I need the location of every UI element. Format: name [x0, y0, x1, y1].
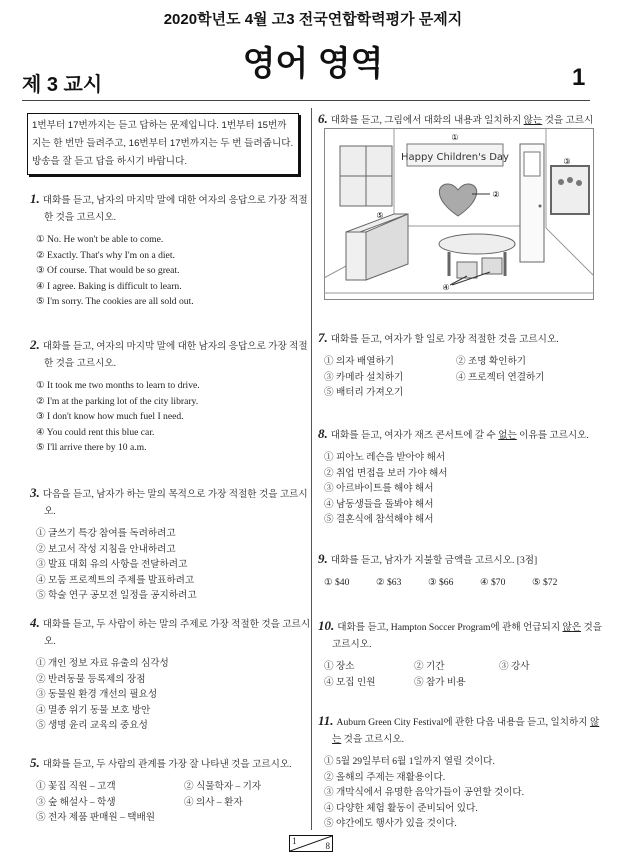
- option: ③ 개막식에서 유명한 음악가들이 공연할 것이다.: [324, 787, 525, 798]
- question-2: [30, 336, 312, 456]
- subject-title: 영어 영역: [242, 45, 384, 83]
- question-stem: 것을 고르시오.: [332, 622, 602, 650]
- page-indicator: [289, 835, 333, 852]
- question-stem: 대화를 듣고, 여자가 재즈 콘서트에 갈 수: [330, 430, 499, 441]
- exam-period: 제 3 교시: [22, 74, 103, 96]
- question-stem: 대화를 듣고, 두 사람이 하는 말의 주제로 가장 적절한 것을 고르시오.: [42, 619, 311, 647]
- question-stem: 대화를 듣고, 두 사람의 관계를 가장 잘 나타낸 것을 고르시오.: [42, 759, 292, 770]
- option: ② 반려동물 등록제의 장점: [36, 673, 146, 685]
- page-number: 1: [572, 64, 586, 91]
- option: ④ $70: [480, 577, 506, 588]
- banner: [401, 144, 509, 166]
- option: ④ You could rent this blue car.: [36, 426, 155, 438]
- question-number: 1.: [30, 191, 40, 206]
- option: ② 조명 확인하기: [456, 356, 526, 367]
- option: ④ 모집 인원: [324, 676, 376, 688]
- question-number: 10.: [318, 618, 335, 633]
- question-number: 3.: [30, 485, 40, 500]
- question-number: 8.: [318, 426, 328, 441]
- question-stem: 대화를 듣고, 남자의 마지막 말에 대한 여자의 응답으로 가장 적절한 것을 고르시오.: [42, 195, 308, 223]
- door-icon: [520, 144, 544, 262]
- banner-text: Happy Children's Day: [401, 152, 509, 163]
- question-number: 6.: [318, 111, 328, 126]
- option: ① It took me two months to learn to drive.: [36, 380, 200, 391]
- option: ② 취업 면접을 보러 가야 해서: [324, 467, 448, 479]
- label-5: ⑤: [376, 211, 384, 220]
- question-8: [318, 425, 603, 528]
- question-number: 11.: [318, 713, 334, 728]
- room-illustration: [324, 128, 594, 300]
- option: ⑤ $72: [532, 577, 558, 588]
- option: ⑤ I'm sorry. The cookies are all sold out.: [36, 296, 194, 307]
- question-stem: 대화를 듣고, 여자의 마지막 말에 대한 남자의 응답으로 가장 적절한 것을 고르시오.: [42, 341, 308, 369]
- window-icon: [340, 146, 392, 206]
- question-9: [318, 550, 603, 591]
- question-1: [30, 190, 312, 310]
- option: ② 올해의 주제는 재활용이다.: [324, 771, 446, 783]
- question-10: [318, 617, 603, 690]
- instructions-box: 1번부터 17번까지는 듣고 답하는 문제입니다. 1번부터 15번까지는 한 번만 들려주고, 16번부터 17번까지는 두 번 들려줍니다. 방송을 잘 듣고 답을 하시기 바랍니다.: [27, 113, 299, 175]
- question-stem: Auburn Green City Festival에 관한 다음 내용을 듣고, 일치하지: [336, 717, 590, 728]
- current-page: 1: [292, 836, 297, 846]
- children-picture: [551, 166, 589, 214]
- question-stem: 대화를 듣고, 남자가 지불할 금액을 고르시오. [3점]: [330, 555, 538, 566]
- question-number: 4.: [30, 615, 40, 630]
- option: ③ $66: [428, 577, 454, 588]
- option: ⑤ 전자 제품 판매원 – 택배원: [36, 812, 156, 823]
- option: ⑤ 참가 비용: [414, 676, 466, 688]
- emphasis-underline: 없는: [498, 430, 517, 441]
- option: ④ I agree. Baking is difficult to learn.: [36, 280, 182, 292]
- question-number: 2.: [30, 337, 40, 352]
- option: ③ 동물원 환경 개선의 필요성: [36, 689, 158, 700]
- option: ② 기간: [414, 661, 445, 672]
- question-stem: 대화를 듣고, 여자가 할 일로 가장 적절한 것을 고르시오.: [330, 334, 559, 345]
- question-4: [30, 614, 312, 734]
- option: ① 꽃집 직원 – 고객: [36, 781, 116, 792]
- option: ④ 모둠 프로젝트의 주제를 발표하려고: [36, 574, 195, 586]
- option: ⑤ 생명 윤리 교육의 중요성: [36, 720, 148, 731]
- option: ⑤ 학술 연구 공모전 일정을 공지하려고: [36, 590, 197, 601]
- option: ⑤ 결혼식에 참석해야 해서: [324, 514, 434, 525]
- option: ③ 숲 해설사 – 학생: [36, 796, 116, 808]
- label-4: ④: [442, 283, 450, 292]
- option: ③ 아르바이트를 해야 해서: [324, 483, 434, 494]
- option: ① $40: [324, 577, 350, 588]
- option: ① 의자 배열하기: [324, 356, 394, 367]
- option: ③ 강사: [499, 661, 530, 672]
- option: ④ 다양한 체험 활동이 준비되어 있다.: [324, 802, 478, 814]
- question-number: 5.: [30, 755, 40, 770]
- option: ④ 남동생들을 돌봐야 해서: [324, 498, 434, 510]
- option: ⑤ I'll arrive there by 10 a.m.: [36, 442, 147, 453]
- option: ③ 카메라 설치하기: [324, 371, 404, 383]
- label-2: ②: [492, 190, 500, 199]
- question-3: [30, 484, 312, 604]
- option: ① 피아노 레슨을 받아야 해서: [324, 452, 446, 463]
- option: ① 장소: [324, 661, 355, 672]
- option: ② I'm at the parking lot of the city library.: [36, 395, 199, 407]
- question-number: 9.: [318, 551, 328, 566]
- option: ① 5월 29일부터 6월 1일까지 열릴 것이다.: [324, 756, 495, 767]
- option: ④ 의사 – 환자: [184, 796, 243, 808]
- question-stem: 이유를 고르시오.: [516, 430, 589, 441]
- question-5: [30, 754, 312, 826]
- option: ① 글쓰기 특강 참여를 독려하려고: [36, 528, 176, 539]
- question-stem: 다음을 듣고, 남자가 하는 말의 목적으로 가장 적절한 것을 고르시오.: [42, 489, 308, 517]
- option: ④ 멸종 위기 동물 보호 방안: [36, 704, 151, 716]
- option: ② $63: [376, 577, 402, 588]
- emphasis-underline: 않은: [562, 622, 582, 633]
- label-1: ①: [451, 133, 459, 142]
- option: ① No. He won't be able to come.: [36, 234, 164, 245]
- option: ② Exactly. That's why I'm on a diet.: [36, 249, 175, 261]
- total-pages: 8: [325, 841, 330, 851]
- exam-header: 2020학년도 4월 고3 전국연합학력평가 문제지: [163, 11, 463, 28]
- option: ⑤ 야간에도 행사가 있을 것이다.: [324, 818, 457, 829]
- emphasis-underline: 않는: [332, 717, 600, 745]
- option: ② 보고서 작성 지침을 안내하려고: [36, 543, 176, 555]
- question-stem: 대화를 듣고, 그림에서 대화의 내용과 일치하지: [330, 115, 524, 126]
- question-stem: 것을 고르시오.: [341, 734, 405, 745]
- option: ① 개인 정보 자료 유출의 심각성: [36, 658, 169, 669]
- label-3: ③: [563, 157, 571, 166]
- question-7: [318, 329, 603, 401]
- option: ④ 프로젝터 연결하기: [456, 371, 545, 383]
- option: ③ 발표 대회 유의 사항을 전달하려고: [36, 559, 188, 570]
- question-number: 7.: [318, 330, 328, 345]
- question-stem: 것을 고르시: [544, 115, 594, 126]
- option: ③ I don't know how much fuel I need.: [36, 411, 184, 422]
- option: ⑤ 배터리 가져오기: [324, 387, 404, 398]
- question-11: [318, 712, 603, 832]
- header-divider: [22, 100, 590, 101]
- option: ② 식물학자 – 기자: [184, 781, 262, 792]
- option: ③ Of course. That would be so great.: [36, 265, 180, 276]
- emphasis-underline: 않는: [523, 115, 543, 126]
- question-stem: 대화를 듣고, Hampton Soccer Program에 관해 언급되지: [337, 622, 563, 633]
